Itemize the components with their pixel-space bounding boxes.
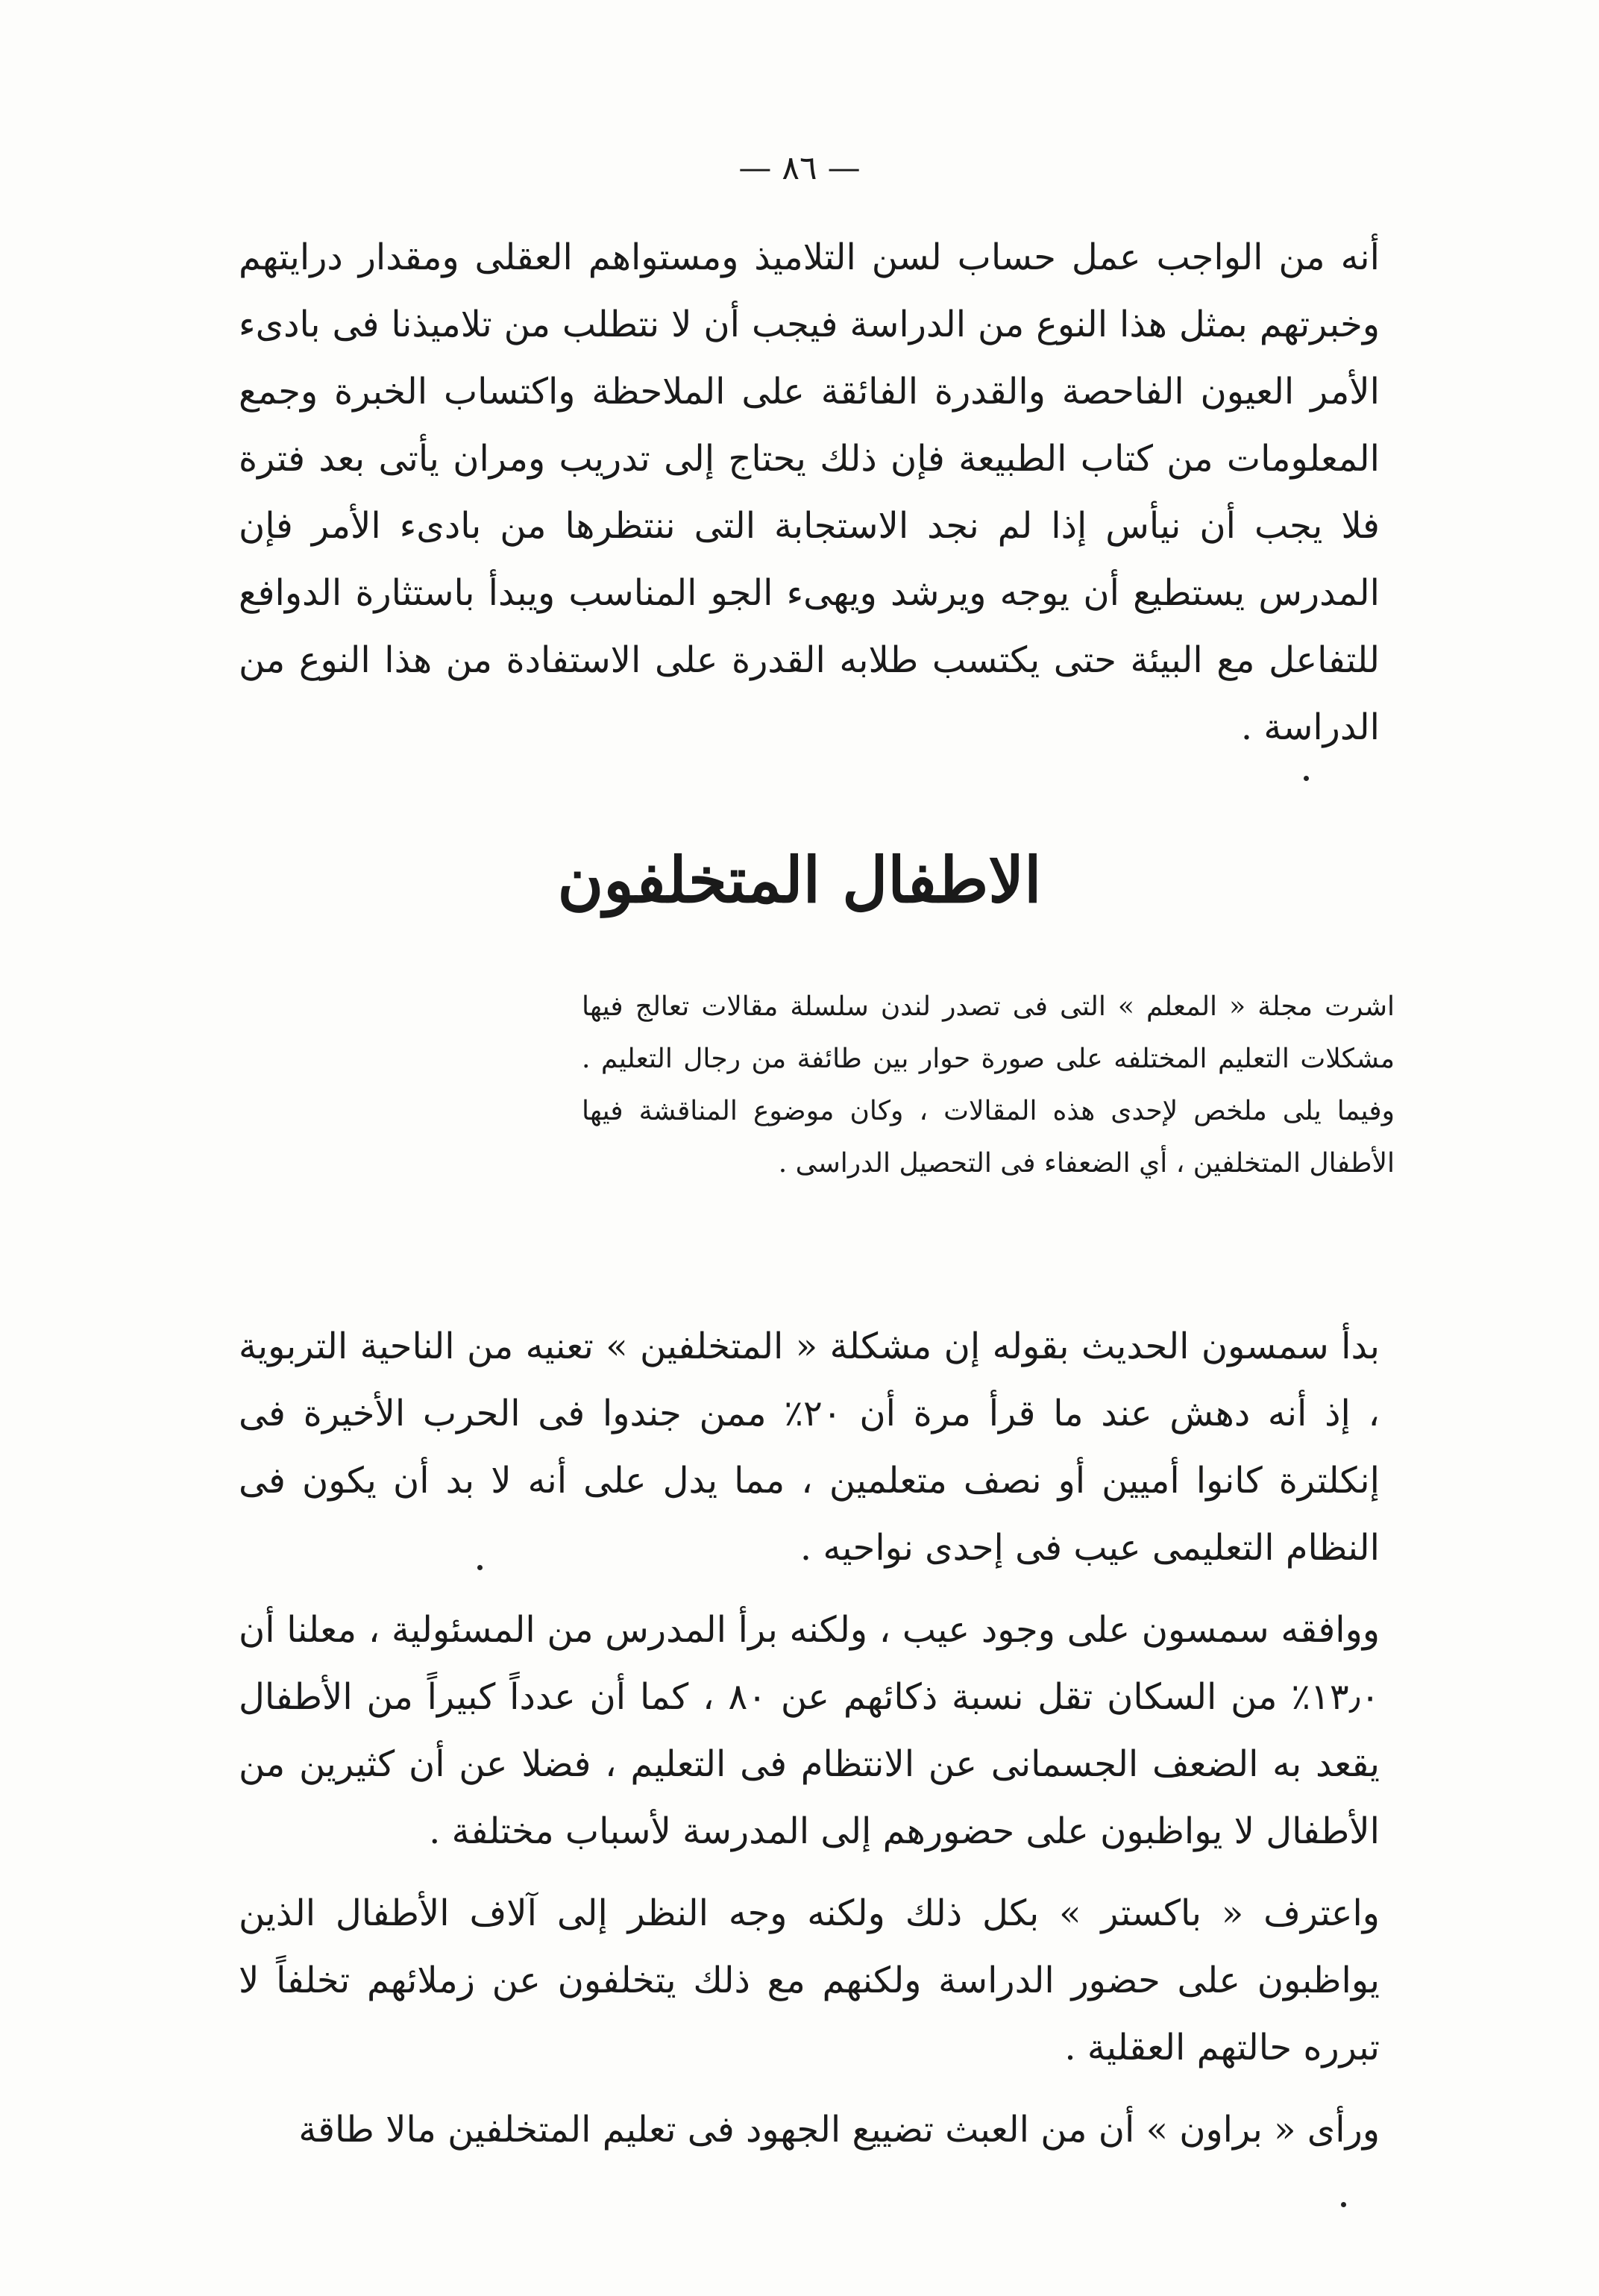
body-paragraph: ورأى « براون » أن من العبث تضييع الجهود فى تعليم المتخلفين مالا طاقة (298, 2109, 1380, 2151)
speck-mark (1341, 2202, 1346, 2207)
body-text (239, 1313, 1380, 2178)
page-number: — ٨٦ — (738, 149, 861, 187)
body-paragraph: بدأ سمسون الحديث بقوله إن مشكلة « المتخلفين » تعنيه من الناحية التربوية ، إذ أنه دهش عند ما قرأ مرة أن ٢٠٪ ممن جندوا فى الحرب الأخيرة فى إنكلترة كانوا أميين أو نصف متعلمين ، مما يدل على أنه لا بد أن يكون فى النظام التعليمى عيب فى إحدى نواحيه . (239, 1326, 1380, 1569)
speck-mark (1304, 776, 1309, 781)
body-paragraph: واعترف « باكستر » بكل ذلك ولكنه وجه النظر إلى آلاف الأطفال الذين يواظبون على حضور الدراسة ولكنهم مع ذلك يتخلفون عن زملائهم تخلفاً لا تبرره حالتهم العقلية . (239, 1892, 1380, 2068)
intro-paragraph: أنه من الواجب عمل حساب لسن التلاميذ ومستواهم العقلى ومقدار درايتهم وخبرتهم بمثل هذا النوع من الدراسة فيجب أن لا نتطلب من تلاميذنا فى بادىء الأمر العيون الفاحصة والقدرة الفائقة على الملاحظة واكتساب الخبرة وجمع المعلومات من كتاب الطبيعة فإن ذلك يحتاج إلى تدريب ومران يأتى بعد فترة فلا يجب أن نيأس إذا لم نجد الاستجابة التى ننتظرها من بادىء الأمر فإن المدرس يستطيع أن يوجه ويرشد ويهىء الجو المناسب ويبدأ باستثارة الدوافع للتفاعل مع البيئة حتى يكتسب طلابه القدرة على الاستفادة من هذا النوع من الدراسة . (239, 236, 1380, 748)
section-title: الاطفال المتخلفون (557, 843, 1042, 917)
body-paragraph: ووافقه سمسون على وجود عيب ، ولكنه برأ المدرس من المسئولية ، معلنا أن ١٣٫٠٪ من السكان تقل نسبة ذكائهم عن ٨٠ ، كما أن عدداً كبيراً من الأطفال يقعد به الضعف الجسمانى عن الانتظام فى التعليم ، فضلا عن أن كثيرين من الأطفال لا يواظبون على حضورهم إلى المدرسة لأسباب مختلفة . (239, 1609, 1380, 1852)
editor-note: اشرت مجلة « المعلم » التى فى تصدر لندن سلسلة مقالات تعالج فيها مشكلات التعليم المختلفه على صورة حوار بين طائفة من رجال التعليم . وفيما يلى ملخص لإحدى هذه المقالات ، وكان موضوع المناقشة فيها الأطفال المتخلفين ، أي الضعفاء فى التحصيل الدراسى . (582, 991, 1395, 1179)
speck-mark (477, 1565, 483, 1570)
